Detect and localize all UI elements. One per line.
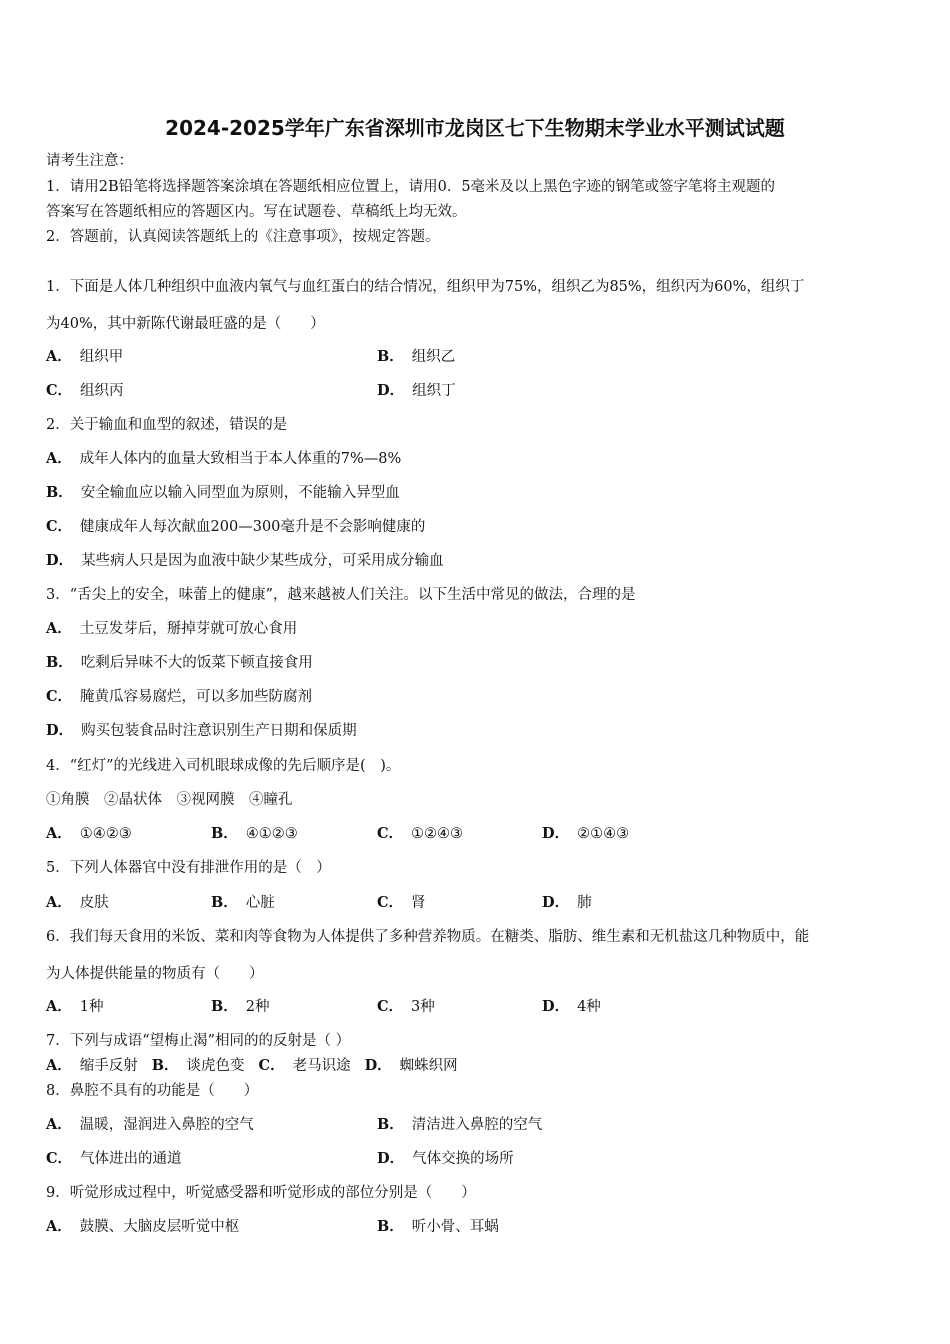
notice-line-3: 2．答题前，认真阅读答题纸上的《注意事项》，按规定答题。 [46, 229, 440, 245]
option-text: 肾 [411, 895, 426, 911]
option-text: 1种 [79, 999, 104, 1015]
q6-stem-line-1: 6．我们每天食用的米饭、菜和肉等食物为人体提供了多种营养物质。在糖类、脂肪、维生素和无机盐这几种物质中，能 [46, 929, 810, 945]
option-label: B． [151, 1057, 179, 1074]
option-text: 组织乙 [411, 349, 456, 365]
q5-stem: 5．下列人体器官中没有排泄作用的是（ ） [46, 860, 331, 876]
option-text: 温暖，湿润进入鼻腔的空气 [79, 1117, 254, 1133]
option-text: 皮肤 [79, 895, 109, 911]
q2-option-a [46, 450, 401, 468]
option-text: 4种 [577, 999, 601, 1015]
option-label: A． [46, 620, 72, 637]
option-label: D． [46, 722, 74, 739]
q1-option-c [46, 382, 124, 400]
q2-option-d [46, 552, 444, 570]
notice-heading: 请考生注意： [46, 153, 133, 169]
q2-option-b [46, 484, 400, 502]
option-text: 3种 [411, 999, 435, 1015]
option-text: 肺 [577, 895, 592, 911]
q3-option-a [46, 620, 297, 638]
option-label: B． [377, 1116, 404, 1133]
q3-option-b [46, 654, 313, 672]
option-text: 谈虎色变 [186, 1058, 245, 1074]
q8-option-b [377, 1116, 542, 1134]
q1-option-a [46, 348, 123, 366]
option-label: C． [377, 894, 404, 911]
q7-option-a [46, 1058, 138, 1074]
q9-option-a [46, 1218, 239, 1236]
option-label: B． [211, 825, 238, 842]
option-text: ①②④③ [411, 826, 464, 842]
q9-option-b [377, 1218, 499, 1236]
q8-stem: 8．鼻腔不具有的功能是（ ） [46, 1083, 259, 1099]
option-text: 气体交换的场所 [412, 1151, 514, 1167]
q5-option-d [542, 894, 592, 912]
q2-stem: 2．关于输血和血型的叙述，错误的是 [46, 417, 288, 433]
exam-title: 2024-2025学年广东省深圳市龙岗区七下生物期末学业水平测试试题 [165, 116, 785, 140]
q6-option-c [377, 998, 435, 1016]
option-label: B． [211, 894, 238, 911]
q8-option-a [46, 1116, 254, 1134]
option-label: A． [46, 348, 72, 365]
option-text: 组织丙 [80, 383, 124, 399]
option-label: C． [46, 688, 73, 705]
option-label: A． [46, 450, 72, 467]
q5-option-c [377, 894, 426, 912]
q6-option-a [46, 998, 104, 1016]
q2-option-c [46, 518, 425, 536]
option-text: 组织丁 [412, 383, 456, 399]
option-text: ②①④③ [577, 826, 630, 842]
q7-options [46, 1057, 458, 1075]
option-text: 清洁进入鼻腔的空气 [411, 1117, 543, 1133]
q8-option-d [377, 1150, 514, 1168]
q6-stem-line-2: 为人体提供能量的物质有（ ） [46, 966, 264, 982]
option-label: B． [46, 654, 73, 671]
q4-option-c [377, 825, 463, 843]
option-label: B． [46, 484, 73, 501]
option-label: A． [46, 1057, 72, 1074]
option-label: D． [377, 1150, 405, 1167]
option-text: 2种 [245, 999, 270, 1015]
q7-stem: 7．下列与成语“望梅止渴”相同的的反射是（ ） [46, 1033, 351, 1049]
q7-option-d [365, 1058, 458, 1074]
q1-stem-line-2: 为40%，其中新陈代谢最旺盛的是（ ） [46, 316, 325, 332]
option-text: 老马识途 [292, 1058, 351, 1074]
option-label: B． [211, 998, 238, 1015]
q1-option-d [377, 382, 456, 400]
option-label: A． [46, 894, 72, 911]
q6-option-b [211, 998, 270, 1016]
option-label: A． [46, 825, 72, 842]
q4-option-a [46, 825, 132, 843]
option-text: 鼓膜、大脑皮层听觉中枢 [79, 1219, 240, 1235]
option-label: D． [377, 382, 405, 399]
q8-option-c [46, 1150, 182, 1168]
option-label: B． [377, 1218, 404, 1235]
option-label: D． [542, 825, 570, 842]
option-text: 心脏 [245, 895, 275, 911]
q4-stem: 4．“红灯”的光线进入司机眼球成像的先后顺序是( )。 [46, 758, 401, 774]
q7-option-c [259, 1058, 351, 1074]
option-label: C． [258, 1057, 285, 1074]
q3-stem: 3．“舌尖上的安全，味蕾上的健康”，越来越被人们关注。以下生活中常见的做法，合理的是 [46, 587, 636, 603]
q5-option-b [211, 894, 275, 912]
notice-line-1: 1．请用2B铅笔将选择题答案涂填在答题纸相应位置上，请用0．5毫米及以上黑色字迹的钢笔或签字笔将主观题的 [46, 179, 776, 195]
option-text: 购买包装食品时注意识别生产日期和保质期 [81, 723, 357, 739]
q6-option-d [542, 998, 601, 1016]
option-text: ④①②③ [245, 826, 298, 842]
option-label: D． [46, 552, 74, 569]
option-label: A． [46, 998, 72, 1015]
option-text: 蜘蛛织网 [399, 1058, 458, 1074]
q3-option-d [46, 722, 357, 740]
option-text: 健康成年人每次献血200—300毫升是不会影响健康的 [80, 519, 426, 535]
notice-line-2: 答案写在答题纸相应的答题区内。写在试题卷、草稿纸上均无效。 [46, 204, 467, 220]
option-label: C． [46, 1150, 73, 1167]
option-label: A． [46, 1116, 72, 1133]
option-label: A． [46, 1218, 72, 1235]
option-text: 听小骨、耳蜗 [411, 1219, 499, 1235]
q1-stem-line-1: 1．下面是人体几种组织中血液内氧气与血红蛋白的结合情况，组织甲为75%，组织乙为85%，组织丙为60%，组织丁 [46, 279, 805, 295]
option-label: D． [542, 894, 570, 911]
option-label: C． [46, 382, 73, 399]
option-text: 某些病人只是因为血液中缺少某些成分，可采用成分输血 [81, 553, 444, 569]
q4-option-d [542, 825, 629, 843]
q4-items: ①角膜 ②晶状体 ③视网膜 ④瞳孔 [46, 792, 293, 808]
option-label: C． [377, 998, 404, 1015]
option-label: D． [542, 998, 570, 1015]
option-text: 组织甲 [79, 349, 124, 365]
option-text: ①④②③ [79, 826, 132, 842]
option-text: 吃剩后异味不大的饭菜下顿直接食用 [80, 655, 313, 671]
option-label: B． [377, 348, 404, 365]
q4-option-b [211, 825, 298, 843]
option-text: 土豆发芽后，掰掉芽就可放心食用 [79, 621, 298, 637]
option-text: 成年人体内的血量大致相当于本人体重的7%—8% [79, 451, 402, 467]
q1-option-b [377, 348, 455, 366]
option-text: 安全输血应以输入同型血为原则，不能输入异型血 [80, 485, 400, 501]
q9-stem: 9．听觉形成过程中，听觉感受器和听觉形成的部位分别是（ ） [46, 1185, 476, 1201]
option-text: 腌黄瓜容易腐烂，可以多加些防腐剂 [80, 689, 313, 705]
option-label: C． [377, 825, 404, 842]
q3-option-c [46, 688, 312, 706]
option-text: 缩手反射 [79, 1058, 138, 1074]
option-label: D． [364, 1057, 392, 1074]
q5-option-a [46, 894, 109, 912]
q7-option-b [152, 1058, 245, 1074]
option-text: 气体进出的通道 [80, 1151, 182, 1167]
option-label: C． [46, 518, 73, 535]
